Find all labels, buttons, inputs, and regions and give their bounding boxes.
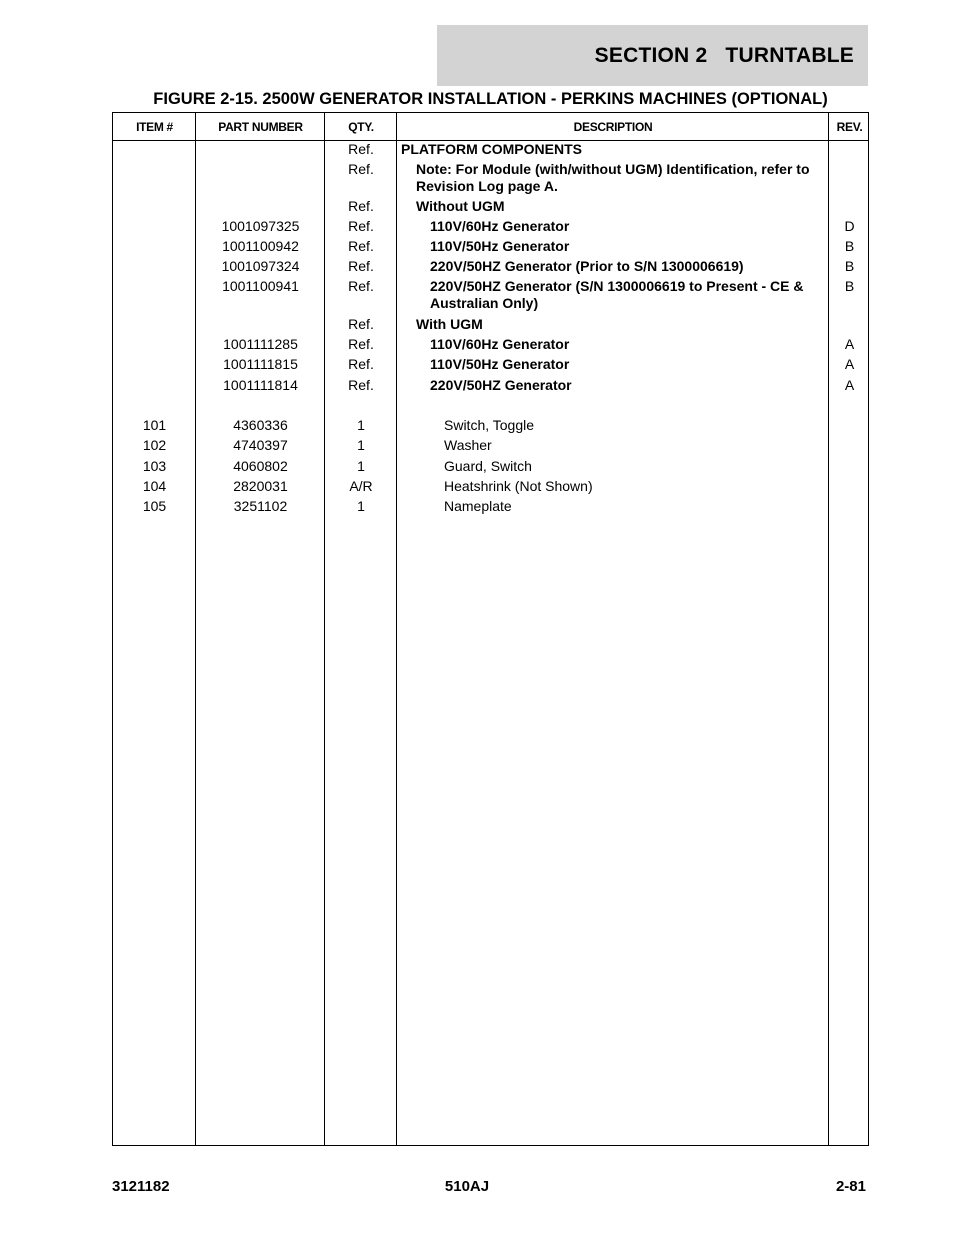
row-part-number: 1001100942 [222,238,299,254]
row-part-number: 3251102 [233,498,288,514]
row-quantity: 1 [357,458,365,474]
row-quantity: Ref. [348,316,374,332]
parts-table [112,112,869,1146]
footer-page-number: 2-81 [835,1178,866,1195]
section-title: SECTION 2 TURNTABLE [594,43,854,67]
row-quantity: Ref. [348,336,374,352]
row-revision: A [844,336,855,352]
row-description: With UGM [416,316,483,332]
row-quantity: 1 [357,437,365,453]
row-description: 110V/50Hz Generator [430,238,570,254]
row-revision: B [844,258,855,274]
row-description: Nameplate [444,498,512,514]
row-quantity: Ref. [348,238,374,254]
row-revision: B [844,238,855,254]
row-quantity: Ref. [348,278,374,294]
row-revision: D [844,218,855,234]
row-quantity: Ref. [348,258,374,274]
row-part-number: 4740397 [233,437,288,453]
row-quantity: Ref. [348,141,374,157]
row-description: Switch, Toggle [444,417,535,433]
col-header-rev: REV. [836,119,863,134]
row-description: 110V/50Hz Generator [430,356,570,372]
figure-title: FIGURE 2-15. 2500W GENERATOR INSTALLATION - PERKINS MACHINES (OPTIONAL) [153,90,828,108]
row-quantity: Ref. [348,218,374,234]
row-quantity: 1 [357,498,365,514]
col-header-item: ITEM # [136,119,173,134]
row-description: 220V/50HZ Generator (S/N 1300006619 to Present - CE & Australian Only) [430,278,804,311]
row-quantity: Ref. [348,198,374,214]
row-part-number: 4360336 [233,417,288,433]
row-part-number: 2820031 [233,478,288,494]
section-banner [437,25,868,86]
row-part-number: 1001111814 [223,377,298,393]
row-description: 110V/60Hz Generator [430,336,570,352]
row-description: Guard, Switch [444,458,532,474]
col-header-qty: QTY. [348,119,374,134]
row-description: 220V/50HZ Generator [430,377,572,393]
row-part-number: 1001100941 [222,278,299,294]
row-part-number: 4060802 [233,458,288,474]
row-revision: A [844,356,855,372]
row-item-number: 105 [142,498,167,514]
footer-doc-number: 3121182 [112,1178,170,1195]
row-part-number: 1001097325 [221,218,300,234]
row-part-number: 1001111815 [223,356,298,372]
row-description: 220V/50HZ Generator (Prior to S/N 1300006619) [430,258,744,274]
row-part-number: 1001097324 [221,258,300,274]
row-quantity: 1 [357,417,365,433]
footer-model: 510AJ [444,1178,490,1195]
row-description: Note: For Module (with/without UGM) Identification, refer to Revision Log page A. [416,161,810,194]
row-item-number: 103 [142,458,167,474]
row-part-number: 1001111285 [223,336,298,352]
row-item-number: 102 [142,437,167,453]
row-description: 110V/60Hz Generator [430,218,570,234]
row-revision: A [844,377,855,393]
row-quantity: Ref. [348,356,374,372]
row-description: Heatshrink (Not Shown) [444,478,593,494]
row-description: Without UGM [416,198,505,214]
row-description: Washer [444,437,492,453]
row-item-number: 101 [142,417,167,433]
row-quantity: Ref. [348,161,374,177]
row-quantity: Ref. [348,377,374,393]
row-description: PLATFORM COMPONENTS [401,141,582,157]
row-quantity: A/R [349,478,373,494]
row-revision: B [844,278,855,294]
col-header-description: DESCRIPTION [573,119,653,134]
col-header-part-number: PART NUMBER [218,119,303,134]
row-item-number: 104 [142,478,167,494]
